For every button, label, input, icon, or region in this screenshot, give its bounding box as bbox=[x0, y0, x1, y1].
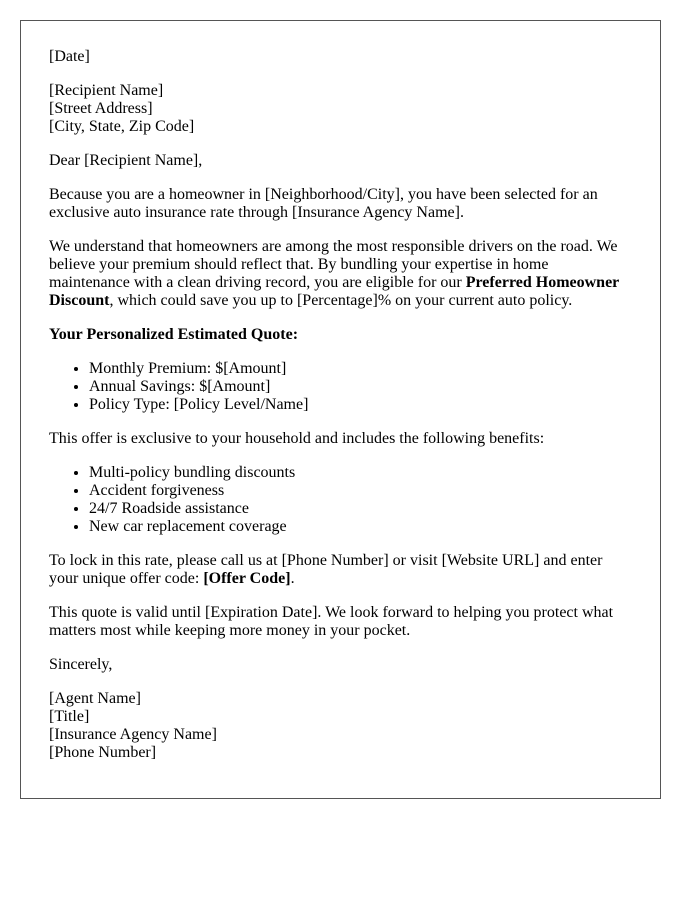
intro-paragraph: Because you are a homeowner in [Neighborhood/City], you have been selected for an exclusive auto insurance rate through [Insurance Agency Name]. bbox=[49, 186, 598, 221]
signature-block bbox=[49, 690, 632, 762]
benefits-list bbox=[49, 464, 632, 536]
recipient-name: [Recipient Name] bbox=[49, 82, 164, 99]
benefit-item: • Accident forgiveness bbox=[89, 482, 632, 500]
recipient-address bbox=[49, 82, 632, 136]
date: [Date] bbox=[49, 48, 90, 65]
closing: Sincerely, bbox=[49, 656, 113, 673]
salutation: Dear [Recipient Name], bbox=[49, 152, 203, 169]
discount-text-1: We understand that homeowners are among the most responsible drivers on the road. We believe your premium should reflect that. By bundling your expertise in home maintenance with a clean driving record, you are eligible for our bbox=[49, 238, 618, 291]
discount-paragraph bbox=[49, 238, 632, 310]
letter bbox=[20, 20, 661, 799]
benefit-item: • New car replacement coverage bbox=[89, 518, 632, 536]
benefit-item: • Multi-policy bundling discounts bbox=[89, 464, 632, 482]
cta-text-2: . bbox=[290, 570, 295, 587]
cta-paragraph bbox=[49, 552, 632, 588]
recipient-city: [City, State, Zip Code] bbox=[49, 118, 195, 135]
cta-text-1: To lock in this rate, please call us at [Phone Number] or visit [Website URL] and enter your unique offer code: bbox=[49, 552, 603, 587]
agency-name: [Insurance Agency Name] bbox=[49, 726, 217, 743]
quote-item: • Monthly Premium: $[Amount] bbox=[89, 360, 632, 378]
agent-name: [Agent Name] bbox=[49, 690, 141, 707]
discount-text-2: , which could save you up to [Percentage]% on your current auto policy. bbox=[109, 292, 573, 309]
benefits-intro: This offer is exclusive to your household and includes the following benefits: bbox=[49, 430, 545, 447]
validity-paragraph: This quote is valid until [Expiration Date]. We look forward to helping you protect what matters most while keeping more money in your pocket. bbox=[49, 604, 614, 639]
quote-heading-text: Your Personalized Estimated Quote: bbox=[49, 326, 299, 343]
agent-title: [Title] bbox=[49, 708, 90, 725]
discount-name: Preferred Homeowner Discount bbox=[49, 274, 619, 309]
quote-item: • Annual Savings: $[Amount] bbox=[89, 378, 632, 396]
quote-item: • Policy Type: [Policy Level/Name] bbox=[89, 396, 632, 414]
agency-phone: [Phone Number] bbox=[49, 744, 157, 761]
offer-code: [Offer Code] bbox=[203, 570, 291, 587]
benefit-item: • 24/7 Roadside assistance bbox=[89, 500, 632, 518]
quote-list bbox=[49, 360, 632, 414]
recipient-street: [Street Address] bbox=[49, 100, 153, 117]
quote-heading bbox=[49, 326, 632, 344]
